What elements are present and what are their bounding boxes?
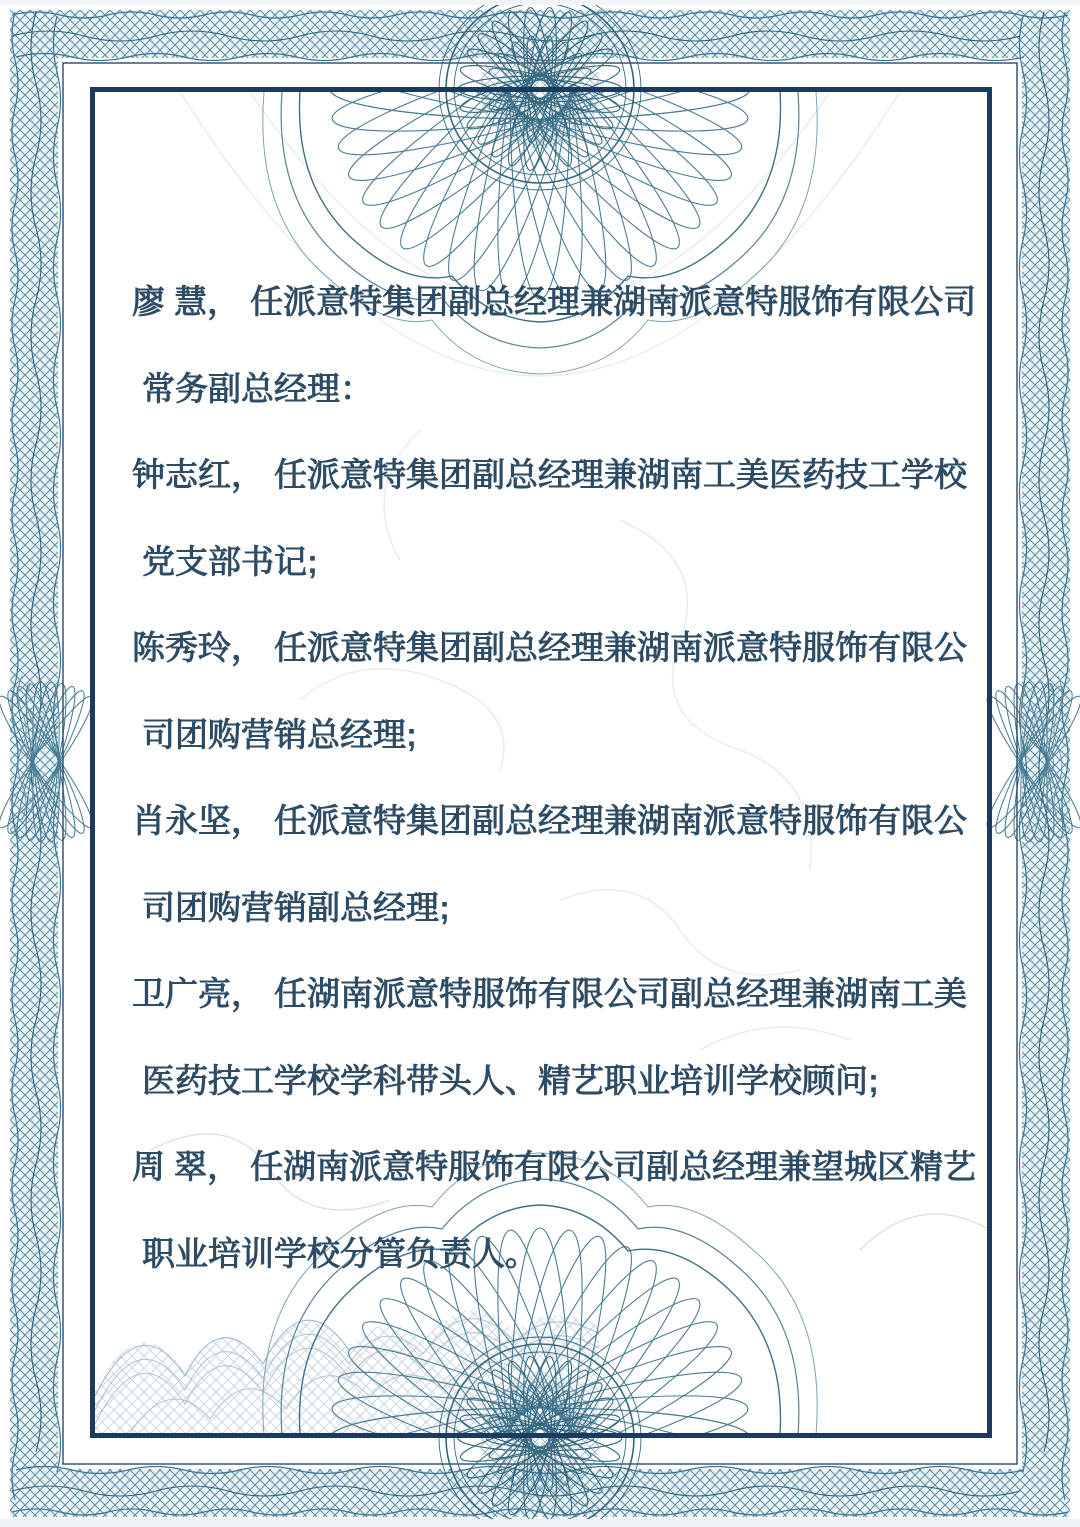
text-line: [132, 1061, 968, 1148]
line-text: 司团购营销总经理;: [142, 715, 417, 753]
person-name: 卫广亮，: [132, 975, 264, 1012]
text-line: [132, 801, 968, 888]
line-text: 任派意特集团副总经理兼湖南派意特服饰有限公: [274, 802, 967, 839]
text-line: [132, 282, 977, 369]
line-text: 任派意特集团副总经理兼湖南工美医药技工学校: [274, 456, 967, 493]
text-line: [132, 542, 968, 629]
person-name: 钟志红，: [132, 456, 264, 493]
bottom-edge-strip: [0, 1519, 1080, 1527]
person-name: 周 翠，: [132, 1148, 241, 1185]
line-text: 任派意特集团副总经理兼湖南派意特服饰有限公: [274, 629, 967, 666]
top-edge-strip: [0, 0, 1080, 5]
text-line: [132, 1147, 977, 1234]
appointment-text-block: [132, 282, 977, 1320]
line-text: 任湖南派意特服饰有限公司副总经理兼湖南工美: [274, 975, 967, 1012]
line-text: 职业培训学校分管负责人。: [142, 1234, 538, 1272]
text-line: [132, 455, 968, 542]
text-line: [132, 628, 968, 715]
line-text: 司团购营销副总经理;: [142, 888, 450, 926]
text-line: [132, 715, 968, 802]
line-text: 常务副总经理：: [142, 369, 373, 407]
text-line: [132, 974, 968, 1061]
text-line: [132, 1234, 968, 1321]
text-line: [132, 369, 968, 456]
line-text: 党支部书记;: [142, 542, 318, 580]
line-text: 任湖南派意特服饰有限公司副总经理兼望城区精艺: [250, 1148, 977, 1185]
person-name: 陈秀玲，: [132, 629, 264, 666]
line-text: 医药技工学校学科带头人、精艺职业培训学校顾问;: [142, 1061, 879, 1099]
line-text: 任派意特集团副总经理兼湖南派意特服饰有限公司: [250, 283, 977, 320]
text-line: [132, 888, 968, 975]
person-name: 肖永坚，: [132, 802, 264, 839]
person-name: 廖 慧，: [132, 283, 241, 320]
